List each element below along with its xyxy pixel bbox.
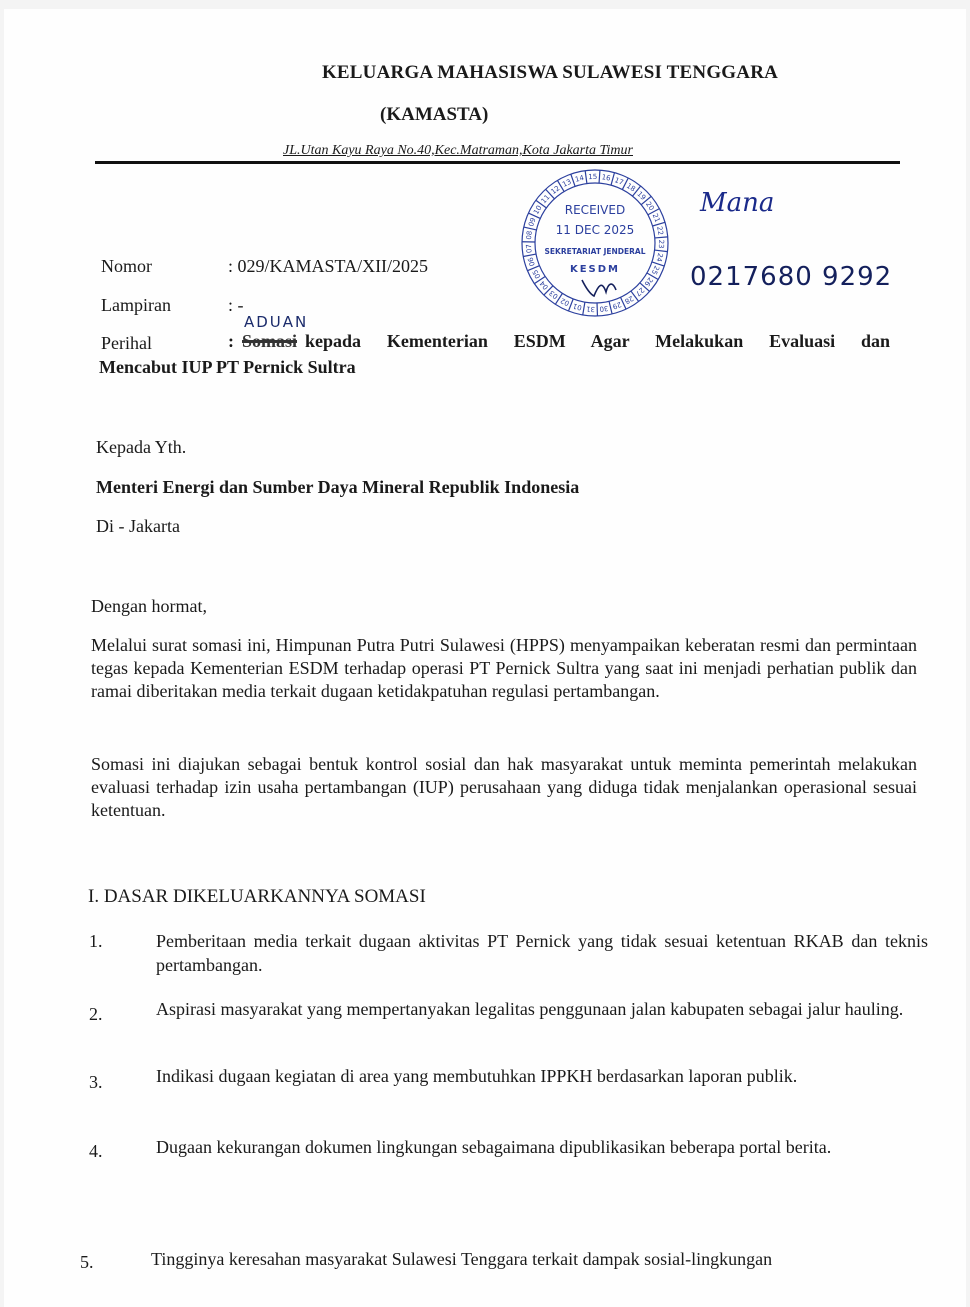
nomor-label: Nomor [101, 256, 152, 276]
stamp-ring-divider [655, 250, 668, 252]
stamp-ring-number: 14 [574, 173, 585, 184]
stamp-ring-number: 09 [527, 216, 538, 228]
stamp-ring-number: 12 [549, 184, 562, 197]
list-item-number: 4. [89, 1141, 103, 1161]
stamp-ring-number: 08 [524, 230, 534, 241]
organization-address: JL.Utan Kayu Raya No.40,Kec.Matraman,Kota Jakarta Timur [283, 143, 633, 158]
perihal-struck-word: Somasi [242, 331, 298, 351]
stamp-ring-number: 29 [611, 300, 623, 311]
stamp-ring-number: 10 [532, 204, 544, 216]
paragraph-2: Somasi ini diajukan sebagai bentuk kontrol sosial dan hak masyarakat untuk meminta pemerintah melakukan evaluasi terhadap izin usaha pertambangan (IUP) perusahaan yang diduga tidak menjalankan operasional sesuai ketentuan. [91, 754, 917, 820]
stamp-date: 11 DEC 2025 [555, 223, 635, 237]
stamp-ring-number: 06 [526, 256, 537, 268]
stamp-ring-number: 01 [572, 301, 583, 312]
lampiran-label: Lampiran [101, 295, 171, 315]
list-item-number: 3. [89, 1072, 103, 1092]
stamp-ring-number: 02 [559, 296, 571, 308]
letterhead-divider [95, 161, 900, 164]
paragraph-1: Melalui surat somasi ini, Himpunan Putra Putri Sulawesi (HPPS) menyampaikan keberatan resmi dan permintaan tegas kepada Kementerian ESDM terhadap operasi PT Pernick Sultra yang saat ini menjadi perhatian publik dan ramai diberitakan media terkait dugaan ketidakpatuhan regulasi pertambangan. [91, 635, 917, 701]
stamp-ring-number: 27 [633, 285, 646, 298]
stamp-ring-divider [523, 254, 536, 256]
stamp-office: SEKRETARIAT JENDERAL [544, 247, 646, 256]
list-item-text: Pemberitaan media terkait dugaan aktivitas PT Pernick yang tidak sesuai ketentuan RKAB dan teknis pertambangan. [156, 931, 928, 975]
stamp-agency: KESDM [569, 264, 621, 275]
list-item-number: 5. [80, 1252, 94, 1272]
stamp-ring-number: 23 [656, 239, 666, 249]
stamp-ring-divider [655, 237, 668, 238]
list-item-text: Indikasi dugaan kegiatan di area yang membutuhkan IPPKH berdasarkan laporan publik. [156, 1066, 798, 1086]
list-item-number: 1. [89, 931, 103, 951]
perihal-line-2: Mencabut IUP PT Pernick Sultra [99, 357, 356, 377]
stamp-ring-number: 18 [624, 181, 637, 194]
perihal-text: kepada Kementerian ESDM Agar Melakukan Evaluasi dan [305, 331, 890, 351]
recipient-location: Di - Jakarta [96, 516, 180, 536]
stamp-ring-number: 04 [538, 279, 551, 292]
handwritten-correction: ADUAN [244, 313, 309, 331]
stamp-ring-number: 24 [654, 252, 665, 263]
list-item-text: Aspirasi masyarakat yang mempertanyakan legalitas penggunaan jalan kabupaten sebagai jalur hauling. [156, 999, 904, 1019]
stamp-ring-number: 25 [649, 264, 661, 276]
stamp-ring-number: 05 [531, 268, 543, 280]
stamp-ring-number: 03 [547, 288, 560, 301]
organization-name: KELUARGA MAHASISWA SULAWESI TENGGARA [321, 62, 779, 83]
stamp-ring-number: 22 [655, 225, 665, 236]
list-item-text: Tingginya keresahan masyarakat Sulawesi Tenggara terkait dampak sosial-lingkungan [151, 1249, 773, 1269]
stamp-ring-number: 21 [650, 212, 662, 224]
stamp-ring-number: 13 [561, 177, 573, 189]
stamp-ring-number: 07 [524, 243, 534, 254]
stamp-ring-number: 16 [601, 173, 612, 183]
signature-scribble [582, 280, 616, 296]
list-item-number: 2. [89, 1004, 103, 1024]
lampiran-value: : - [228, 295, 244, 315]
phone-handwritten: 0217680 9292 [690, 262, 893, 292]
stamp-ring-number: 17 [613, 176, 625, 187]
perihal-colon: : [228, 331, 234, 351]
stamp-ring-number: 26 [642, 275, 655, 288]
list-item-text: Dugaan kekurangan dokumen lingkungan sebagaimana dipublikasikan beberapa portal berita. [156, 1137, 832, 1157]
nomor-value: : 029/KAMASTA/XII/2025 [228, 256, 429, 276]
stamp-ring-number: 30 [598, 303, 609, 313]
stamp-ring-number: 19 [635, 189, 648, 202]
stamp-ring-divider [599, 170, 600, 183]
stamp-ring-divider [585, 171, 587, 184]
received-stamp [520, 168, 670, 318]
stamp-ring-number: 31 [585, 304, 596, 314]
organization-abbreviation: (KAMASTA) [380, 104, 489, 125]
section-title: I. DASAR DIKELUARKANNYA SOMASI [88, 886, 426, 907]
perihal-label: Perihal [101, 333, 152, 353]
perihal-value [228, 331, 890, 352]
stamp-ring-number: 20 [643, 200, 656, 213]
stamp-ring-number: 11 [539, 193, 552, 206]
recipient-salutation: Kepada Yth. [96, 437, 187, 457]
stamp-status: RECEIVED [564, 203, 626, 217]
stamp-ring-number: 28 [623, 293, 635, 306]
stamp-ring-number: 15 [588, 172, 598, 182]
greeting: Dengan hormat, [91, 596, 207, 616]
receiver-name-handwritten: Mana [700, 188, 775, 218]
recipient-name: Menteri Energi dan Sumber Daya Mineral Republik Indonesia [96, 477, 580, 497]
